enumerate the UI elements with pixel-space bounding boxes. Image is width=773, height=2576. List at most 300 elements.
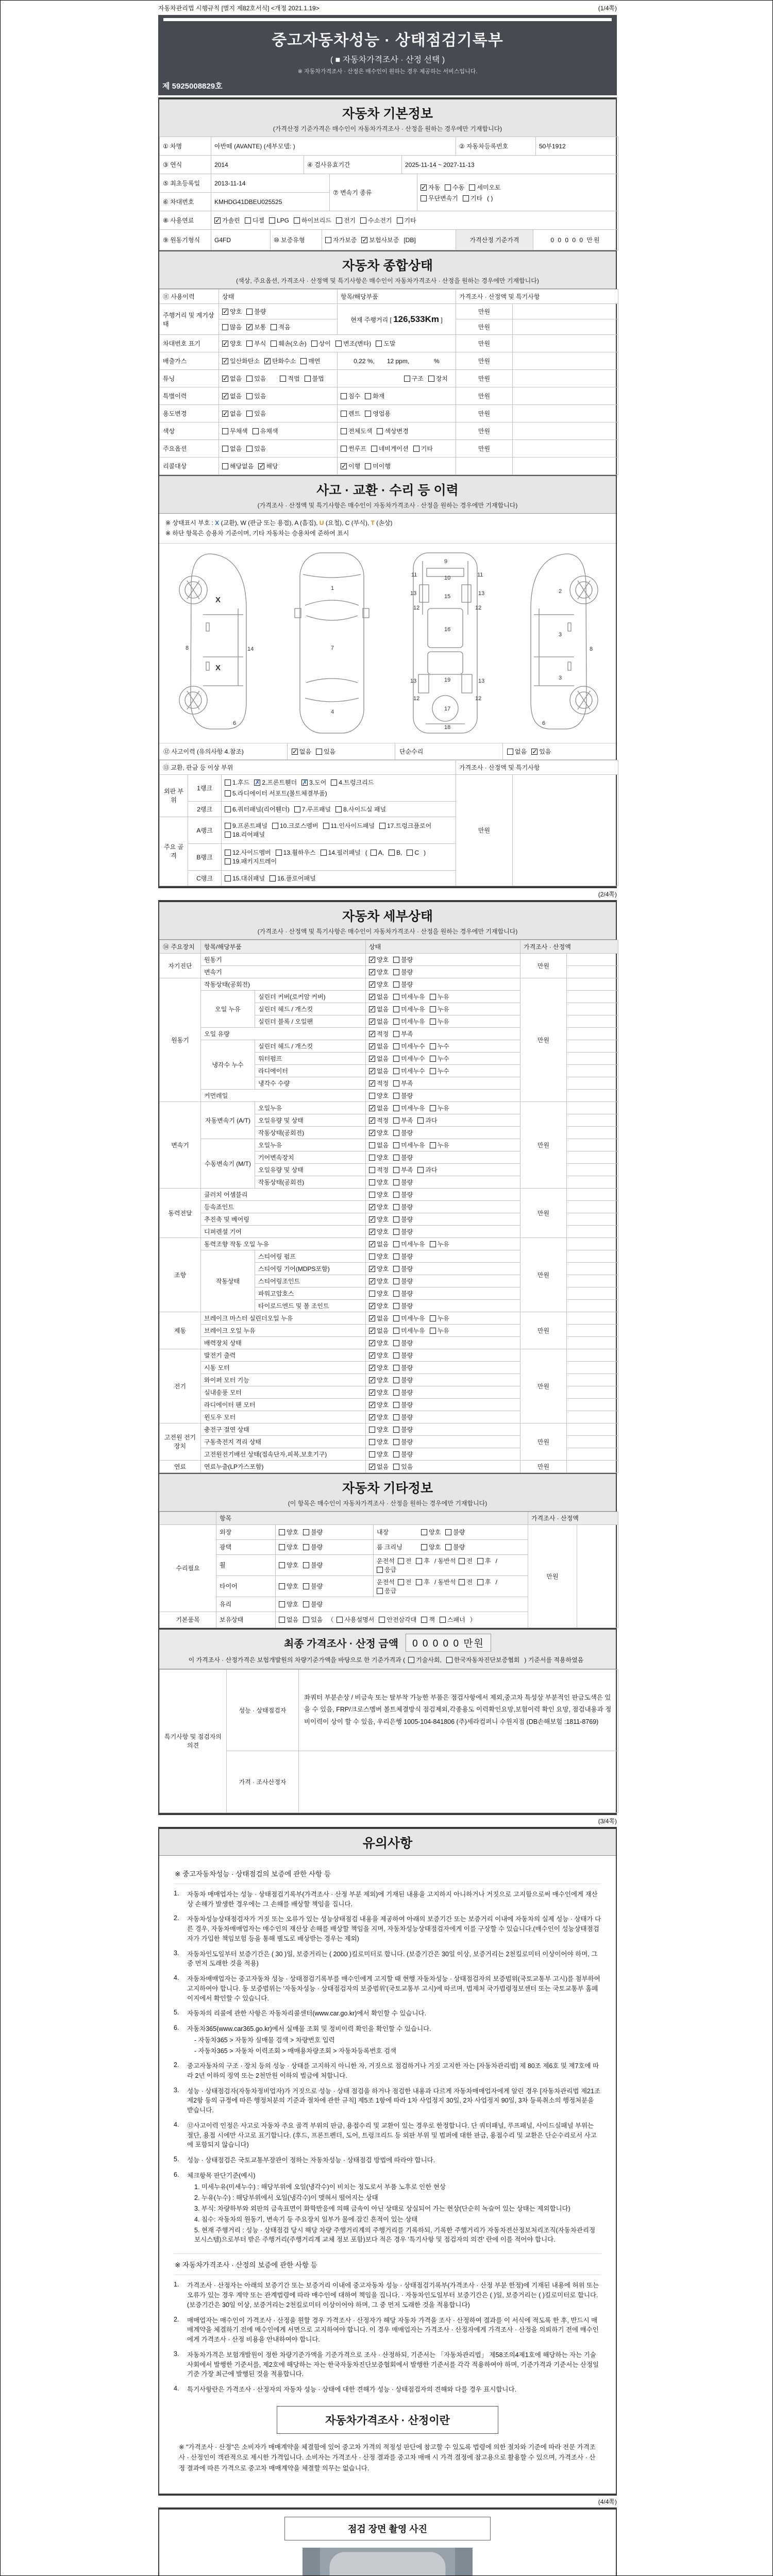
- checkbox[interactable]: [393, 1241, 399, 1247]
- option-label: 침수: [348, 393, 361, 400]
- checkbox[interactable]: [294, 217, 300, 224]
- checkbox-checked[interactable]: [369, 1377, 375, 1383]
- checkbox[interactable]: [294, 806, 300, 812]
- checkbox[interactable]: [393, 1080, 399, 1087]
- notice-item-number: 4.: [174, 2385, 179, 2393]
- checkbox[interactable]: [336, 217, 342, 224]
- checkbox[interactable]: [393, 1031, 399, 1037]
- checkbox[interactable]: [341, 446, 347, 452]
- checkbox[interactable]: [377, 1567, 383, 1573]
- checkbox[interactable]: [393, 1315, 399, 1321]
- checkbox[interactable]: [430, 1006, 436, 1012]
- checkbox[interactable]: [445, 1544, 451, 1550]
- note-cell: [513, 319, 618, 335]
- checkbox[interactable]: [393, 957, 399, 963]
- option-label: 미세누유: [401, 1327, 425, 1334]
- group-cell: 작동상태: [201, 1250, 255, 1312]
- checkbox[interactable]: [440, 1617, 446, 1623]
- checkbox[interactable]: [430, 1068, 436, 1074]
- checkbox-checked[interactable]: [369, 1105, 375, 1111]
- checkbox[interactable]: [365, 411, 371, 417]
- checkbox[interactable]: [316, 749, 322, 755]
- checkbox[interactable]: [477, 1579, 483, 1585]
- checkbox[interactable]: [417, 1117, 424, 1124]
- checkbox-checked[interactable]: [369, 1340, 375, 1346]
- checkbox[interactable]: [222, 324, 228, 330]
- checkbox[interactable]: [246, 411, 253, 417]
- option-label: 누유: [437, 1104, 449, 1112]
- checkbox[interactable]: [430, 1105, 436, 1111]
- section-comp-title: 자동차 종합상태: [342, 259, 433, 273]
- checkbox-checked[interactable]: [264, 358, 271, 364]
- checkbox[interactable]: [393, 1192, 399, 1198]
- option: [369, 1005, 389, 1013]
- checkbox[interactable]: [325, 237, 331, 243]
- checkbox[interactable]: [393, 1278, 399, 1284]
- checkbox[interactable]: [271, 324, 277, 330]
- notice-subitem: 1. 미세누유(미세누수) : 해당부위에 오일(냉각수)이 비치는 정도로서 부품 노후로 인한 현상: [194, 2183, 446, 2191]
- checkbox-checked[interactable]: [222, 376, 228, 382]
- checkbox[interactable]: [245, 217, 251, 224]
- checkbox-checked[interactable]: [369, 1303, 375, 1309]
- option-label: A,: [378, 849, 384, 857]
- checkbox[interactable]: [369, 1142, 375, 1148]
- checkbox[interactable]: [393, 1216, 399, 1223]
- option: [369, 1351, 389, 1360]
- checkbox-checked[interactable]: [369, 1056, 375, 1062]
- checkbox[interactable]: [408, 1657, 414, 1663]
- checkbox[interactable]: [246, 341, 253, 347]
- option-label: 부족: [401, 1079, 413, 1087]
- checkbox[interactable]: [246, 376, 253, 382]
- checkbox-checked[interactable]: [369, 981, 375, 988]
- checkbox[interactable]: [445, 1529, 451, 1535]
- checkbox[interactable]: [371, 850, 377, 856]
- note-cell: [567, 1435, 618, 1448]
- checkbox[interactable]: [341, 393, 347, 399]
- option: [369, 1178, 389, 1187]
- checkbox[interactable]: [459, 1579, 465, 1585]
- checkbox-x-marked[interactable]: [254, 779, 260, 786]
- checkbox[interactable]: [279, 1583, 285, 1589]
- checkbox[interactable]: [279, 1617, 285, 1623]
- option-label: 불량: [401, 1092, 413, 1099]
- option: [369, 1338, 389, 1347]
- option-label: 한국자동차진단보증협회: [453, 1656, 520, 1664]
- option: [369, 1215, 389, 1224]
- checkbox[interactable]: [430, 1019, 436, 1025]
- checkbox[interactable]: [279, 1529, 285, 1535]
- checkbox-checked[interactable]: [258, 463, 264, 469]
- checkbox[interactable]: [404, 376, 410, 382]
- option: [311, 339, 331, 348]
- simple-repair-label: 단순수리: [395, 743, 503, 759]
- option-label: 불량: [401, 1364, 413, 1371]
- comp-emission-state: [219, 352, 338, 370]
- checkbox[interactable]: [225, 790, 231, 796]
- checkbox-checked[interactable]: [369, 1389, 375, 1396]
- checkbox[interactable]: [337, 1617, 343, 1623]
- checkbox[interactable]: [430, 1043, 436, 1049]
- checkbox-checked[interactable]: [361, 237, 367, 243]
- checkbox[interactable]: [303, 1617, 309, 1623]
- checkbox[interactable]: [246, 393, 253, 399]
- checkbox[interactable]: [398, 1579, 404, 1585]
- checkbox[interactable]: [393, 1377, 399, 1383]
- checkbox-checked[interactable]: [369, 1229, 375, 1235]
- state-cell: [366, 1398, 520, 1411]
- option: [246, 444, 266, 453]
- checkbox[interactable]: [303, 1562, 309, 1568]
- checkbox[interactable]: [369, 1179, 375, 1185]
- checkbox[interactable]: [393, 1328, 399, 1334]
- checkbox[interactable]: [416, 1558, 422, 1564]
- rankA-label: A랭크: [188, 817, 222, 843]
- option: [341, 392, 360, 400]
- option: [246, 392, 266, 400]
- checkbox[interactable]: [279, 1562, 285, 1568]
- checkbox[interactable]: [280, 376, 286, 382]
- checkbox[interactable]: [393, 1340, 399, 1346]
- checkbox-checked[interactable]: [292, 749, 298, 755]
- checkbox[interactable]: [421, 195, 427, 201]
- checkbox-checked[interactable]: [369, 1241, 375, 1247]
- option: [369, 968, 389, 976]
- checkbox[interactable]: [393, 1019, 399, 1025]
- checkbox[interactable]: [417, 1167, 424, 1173]
- etc-interior-label: 내장: [377, 1529, 389, 1536]
- diagram-part-number: 16: [444, 626, 451, 633]
- checkbox[interactable]: [469, 184, 475, 191]
- price-cell: 만원: [520, 1238, 567, 1312]
- checkbox[interactable]: [369, 1093, 375, 1099]
- checkbox[interactable]: [393, 1352, 399, 1359]
- checkbox[interactable]: [416, 1579, 422, 1585]
- checkbox[interactable]: [393, 1142, 399, 1148]
- checkbox[interactable]: [269, 217, 275, 224]
- checkbox[interactable]: [393, 1303, 399, 1309]
- checkbox[interactable]: [279, 1544, 285, 1550]
- checkbox[interactable]: [393, 1389, 399, 1396]
- checkbox[interactable]: [430, 1315, 436, 1321]
- section-accident-subtitle: (가격조사 · 산정액 및 특기사항은 매수인이 자동차가격조사 · 산정을 원하는 경우에만 기재합니다): [257, 502, 518, 509]
- sheet-photos: [158, 2507, 617, 2576]
- checkbox-checked[interactable]: [421, 184, 427, 191]
- checkbox[interactable]: [445, 184, 451, 191]
- option: [225, 830, 265, 839]
- checkbox[interactable]: [421, 1617, 427, 1623]
- checkbox[interactable]: [430, 1328, 436, 1334]
- checkbox[interactable]: [393, 981, 399, 988]
- checkbox[interactable]: [397, 217, 403, 224]
- option-label: 후: [485, 1578, 491, 1586]
- checkbox[interactable]: [398, 1558, 404, 1564]
- checkbox[interactable]: [246, 309, 253, 315]
- checkbox[interactable]: [272, 823, 278, 829]
- option-label: 3.도어: [309, 779, 327, 787]
- checkbox-checked[interactable]: [246, 324, 253, 330]
- checkbox-checked[interactable]: [222, 309, 228, 315]
- price-cell: 만원: [456, 352, 513, 370]
- checkbox-checked[interactable]: [531, 749, 537, 755]
- checkbox[interactable]: [507, 749, 513, 755]
- checkbox-checked[interactable]: [369, 1031, 375, 1037]
- checkbox[interactable]: [393, 1427, 399, 1433]
- checkbox[interactable]: [311, 341, 317, 347]
- option: [246, 374, 266, 383]
- checkbox[interactable]: [393, 1130, 399, 1136]
- checkbox-checked[interactable]: [369, 1464, 375, 1470]
- option-label: 4.트렁크리드: [339, 779, 374, 787]
- checkbox[interactable]: [393, 1117, 399, 1124]
- notice-item: [174, 2156, 601, 2165]
- checkbox[interactable]: [303, 1583, 309, 1589]
- option-label: 적정: [377, 1166, 389, 1174]
- option-label: 적정: [377, 1079, 389, 1087]
- checkbox-checked[interactable]: [369, 1130, 375, 1136]
- option-label: 양호: [377, 1154, 389, 1161]
- checkbox[interactable]: [430, 994, 436, 1000]
- notice-item: [174, 2281, 601, 2310]
- checkbox[interactable]: [393, 1006, 399, 1012]
- checkbox-checked[interactable]: [369, 1117, 375, 1124]
- checkbox[interactable]: [369, 1253, 375, 1260]
- option-label: 전: [405, 1578, 412, 1586]
- checkbox-checked[interactable]: [369, 1278, 375, 1284]
- notice-item-text: 체크항목 판단기준(예시): [187, 2172, 256, 2179]
- option-label: 미세누유: [401, 1104, 425, 1112]
- option: [369, 1042, 389, 1050]
- checkbox[interactable]: [393, 1402, 399, 1408]
- checkbox-checked[interactable]: [369, 1019, 375, 1025]
- option-label: 양호: [377, 980, 389, 988]
- checkbox-checked[interactable]: [369, 1402, 375, 1408]
- checkbox[interactable]: [365, 393, 371, 399]
- checkbox[interactable]: [430, 1056, 436, 1062]
- checkbox[interactable]: [393, 1179, 399, 1185]
- option: [225, 821, 267, 830]
- notice-list-c: [174, 2281, 601, 2395]
- checkbox[interactable]: [271, 341, 277, 347]
- checkbox-checked[interactable]: [222, 393, 228, 399]
- checkbox[interactable]: [379, 1617, 385, 1623]
- checkbox[interactable]: [222, 428, 228, 434]
- checkbox[interactable]: [225, 858, 231, 865]
- checkbox[interactable]: [369, 1192, 375, 1198]
- checkbox-checked[interactable]: [222, 341, 228, 347]
- option: [269, 217, 289, 224]
- checkbox[interactable]: [393, 1229, 399, 1235]
- checkbox[interactable]: [303, 1601, 309, 1607]
- checkbox[interactable]: [276, 850, 282, 856]
- checkbox[interactable]: [225, 832, 231, 838]
- note-cell: [513, 304, 618, 319]
- checkbox[interactable]: [393, 1464, 399, 1470]
- checkbox[interactable]: [341, 411, 347, 417]
- checkbox[interactable]: [371, 446, 377, 452]
- checkbox-checked[interactable]: [369, 1068, 375, 1074]
- option: [214, 216, 240, 225]
- checkbox[interactable]: [225, 806, 231, 812]
- checkbox-checked[interactable]: [369, 1080, 375, 1087]
- checkbox-checked[interactable]: [369, 1365, 375, 1371]
- checkbox[interactable]: [225, 823, 231, 829]
- checkbox[interactable]: [376, 341, 382, 347]
- section-accident-header: [159, 475, 616, 514]
- checkbox-checked[interactable]: [369, 1352, 375, 1359]
- opinion-table: [159, 1669, 618, 1813]
- checkbox[interactable]: [377, 428, 383, 434]
- checkbox[interactable]: [413, 446, 419, 452]
- option: [303, 1543, 323, 1551]
- checkbox-checked[interactable]: [369, 1266, 375, 1272]
- option: [222, 339, 242, 348]
- notice-item-number: 5.: [174, 2156, 179, 2163]
- checkbox[interactable]: [463, 195, 469, 201]
- checkbox[interactable]: [323, 823, 329, 829]
- checkbox[interactable]: [369, 1155, 375, 1161]
- option: [292, 747, 311, 756]
- option: [301, 778, 326, 787]
- checkbox[interactable]: [407, 850, 413, 856]
- checkbox[interactable]: [477, 1558, 483, 1564]
- checkbox-checked[interactable]: [369, 957, 375, 963]
- checkbox[interactable]: [279, 1601, 285, 1607]
- option: [430, 1104, 449, 1112]
- checkbox[interactable]: [393, 1105, 399, 1111]
- checkbox[interactable]: [393, 969, 399, 975]
- checkbox[interactable]: [331, 779, 337, 786]
- checkbox[interactable]: [222, 446, 228, 452]
- checkbox[interactable]: [379, 823, 385, 829]
- checkbox-checked[interactable]: [222, 358, 228, 364]
- option-label: 16.플로어패널: [277, 874, 316, 882]
- checkbox[interactable]: [369, 1451, 375, 1458]
- checkbox[interactable]: [222, 463, 228, 469]
- checkbox-checked[interactable]: [369, 1204, 375, 1210]
- checkbox[interactable]: [430, 1142, 436, 1148]
- checkbox[interactable]: [393, 1068, 399, 1074]
- option: [294, 216, 331, 225]
- checkbox[interactable]: [321, 850, 327, 856]
- checkbox[interactable]: [225, 875, 231, 882]
- part-cell: 윈도우 모터: [201, 1411, 366, 1423]
- checkbox-x-marked[interactable]: [301, 779, 308, 786]
- checkbox[interactable]: [428, 376, 434, 382]
- option: [336, 216, 356, 225]
- checkbox[interactable]: [270, 875, 276, 882]
- checkbox[interactable]: [393, 1451, 399, 1458]
- checkbox[interactable]: [253, 428, 259, 434]
- option-label: 없음: [377, 1067, 389, 1075]
- checkbox[interactable]: [393, 1414, 399, 1420]
- checkbox[interactable]: [360, 217, 366, 224]
- accident-history-row: [159, 743, 616, 760]
- checkbox[interactable]: [300, 358, 307, 364]
- checkbox[interactable]: [459, 1558, 465, 1564]
- inspector-label: 성능 · 상태점검자: [227, 1669, 299, 1751]
- checkbox[interactable]: [421, 1544, 427, 1550]
- checkbox[interactable]: [341, 428, 347, 434]
- checkbox[interactable]: [377, 1588, 383, 1594]
- checkbox[interactable]: [335, 341, 342, 347]
- state-cell: [366, 1275, 520, 1287]
- option: [430, 1054, 449, 1063]
- option: [225, 857, 277, 866]
- checkbox[interactable]: [393, 1291, 399, 1297]
- checkbox-checked[interactable]: [369, 1043, 375, 1049]
- checkbox-checked[interactable]: [341, 463, 347, 469]
- checkbox[interactable]: [393, 1204, 399, 1210]
- checkbox[interactable]: [393, 1365, 399, 1371]
- part-cell: 배력장치 상태: [201, 1336, 366, 1349]
- checkbox-checked[interactable]: [369, 1328, 375, 1334]
- checkbox[interactable]: [393, 994, 399, 1000]
- state-cell: [366, 1423, 520, 1435]
- option-label: 양호: [377, 1203, 389, 1211]
- checkbox[interactable]: [446, 1657, 452, 1663]
- checkbox[interactable]: [393, 1253, 399, 1260]
- checkbox[interactable]: [369, 1439, 375, 1445]
- checkbox-checked[interactable]: [222, 411, 228, 417]
- checkbox[interactable]: [303, 1529, 309, 1535]
- checkbox[interactable]: [393, 1056, 399, 1062]
- checkbox-checked[interactable]: [369, 1006, 375, 1012]
- checkbox[interactable]: [393, 1093, 399, 1099]
- sheet-notice: [158, 1827, 617, 2496]
- state-cell: [366, 1336, 520, 1349]
- checkbox[interactable]: [430, 1241, 436, 1247]
- option-label: 불량: [401, 1154, 413, 1161]
- label-reg-number: ② 자동차등록번호: [456, 137, 536, 156]
- option: [393, 1054, 425, 1063]
- checkbox[interactable]: [389, 850, 395, 856]
- checkbox[interactable]: [365, 463, 371, 469]
- checkbox[interactable]: [393, 1439, 399, 1445]
- checkbox[interactable]: [421, 1529, 427, 1535]
- note-cell: [567, 1349, 618, 1361]
- option-label: 있음: [539, 748, 551, 755]
- checkbox[interactable]: [369, 1427, 375, 1433]
- option-label: 부족: [401, 1030, 413, 1038]
- checkbox[interactable]: [305, 376, 311, 382]
- checkbox[interactable]: [303, 1544, 309, 1550]
- checkbox-checked[interactable]: [369, 1216, 375, 1223]
- checkbox[interactable]: [393, 1043, 399, 1049]
- checkbox-checked[interactable]: [369, 994, 375, 1000]
- checkbox[interactable]: [246, 446, 253, 452]
- etc-interior: [374, 1524, 528, 1539]
- option-label: 불량: [254, 308, 266, 315]
- checkbox[interactable]: [335, 806, 342, 812]
- checkbox[interactable]: [225, 779, 231, 786]
- checkbox-checked[interactable]: [369, 1315, 375, 1321]
- checkbox-checked[interactable]: [214, 217, 221, 224]
- option-label: 양호: [377, 1092, 389, 1099]
- checkbox[interactable]: [369, 1167, 375, 1173]
- note-cell: [567, 1250, 618, 1262]
- checkbox[interactable]: [369, 1291, 375, 1297]
- diagram-part-number: 1: [331, 585, 334, 591]
- checkbox[interactable]: [393, 1167, 399, 1173]
- checkbox[interactable]: [393, 1155, 399, 1161]
- checkbox-checked[interactable]: [369, 969, 375, 975]
- checkbox[interactable]: [225, 850, 231, 856]
- option-label: 양호: [377, 1215, 389, 1223]
- price-cell: 만원: [520, 953, 567, 978]
- checkbox[interactable]: [393, 1266, 399, 1272]
- checkbox-checked[interactable]: [369, 1414, 375, 1420]
